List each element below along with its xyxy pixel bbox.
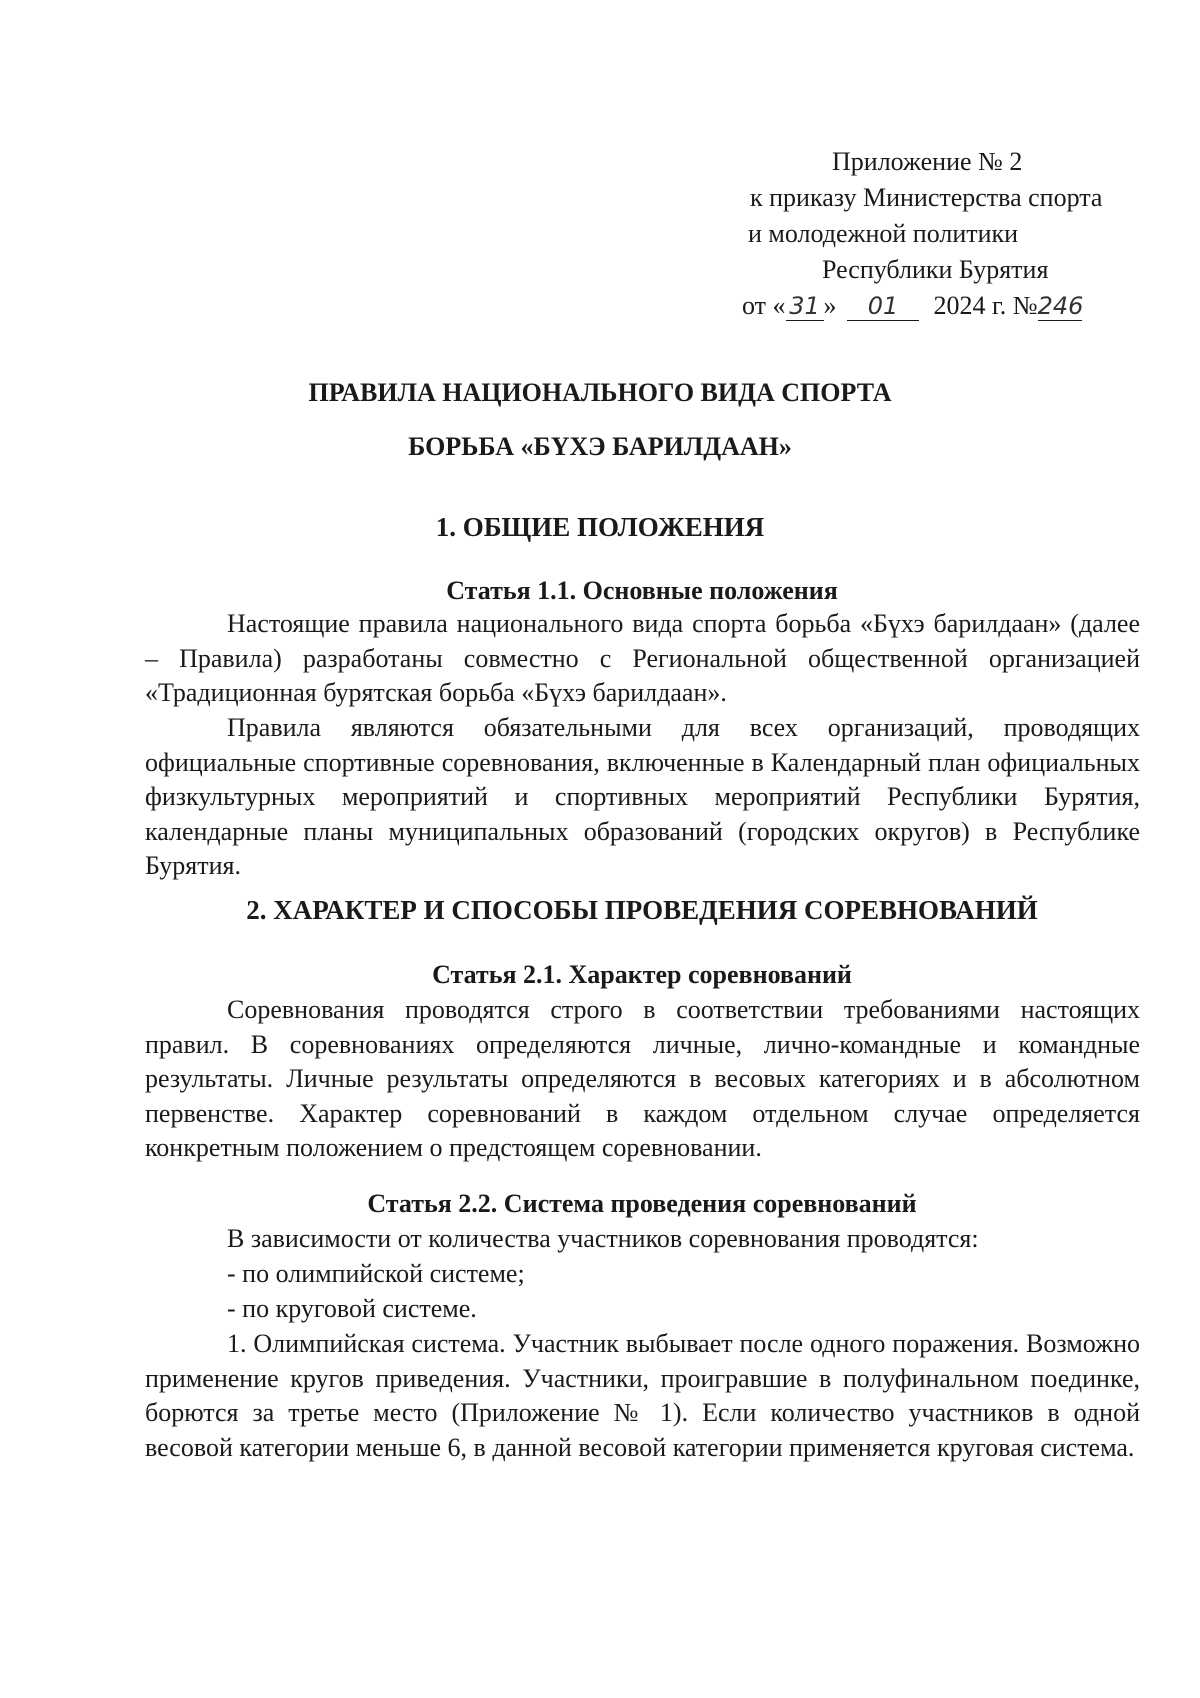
article-1-1-paragraph-1: Настоящие правила национального вида спорта борьба «Бүхэ барилдаан» (далее – Правила) разработаны совместно с Региональной общественной организацией «Традиционная бурятская борьба «Бүхэ барилдаан». bbox=[145, 609, 1140, 707]
article-2-2-item-1: - по олимпийской системе; bbox=[227, 1259, 525, 1288]
date-year: 2024 г. № bbox=[933, 291, 1038, 320]
appendix-number: Приложение № 2 bbox=[832, 147, 1023, 176]
appendix-date-line bbox=[700, 288, 1160, 324]
article-1-1-heading: Статья 1.1. Основные положения bbox=[446, 576, 838, 605]
date-day-close: » bbox=[823, 291, 837, 320]
date-month: 01 bbox=[847, 292, 919, 321]
date-day: 31 bbox=[786, 292, 824, 321]
article-2-1-paragraph-1: Соревнования проводятся строго в соответствии требованиями настоящих правил. В соревнованиях определяются личные, лично-командные и командные результаты. Личные результаты определяются в весовых категориях и в абсолютном первенстве. Характер соревнований в каждом отдельном случае определяется конкретным положением о предстоящем соревновании. bbox=[145, 995, 1140, 1162]
article-2-1-heading: Статья 2.1. Характер соревнований bbox=[432, 960, 852, 989]
order-number: 246 bbox=[1037, 292, 1084, 320]
appendix-republic: Республики Бурятия bbox=[822, 255, 1049, 284]
section-1-heading: 1. ОБЩИЕ ПОЛОЖЕНИЯ bbox=[435, 512, 765, 542]
appendix-ministry: и молодежной политики bbox=[748, 219, 1019, 248]
article-1-1-paragraph-2: Правила являются обязательными для всех организаций, проводящих официальные спортивные соревнования, включенные в Календарный план официальных физкультурных мероприятий и спортивных мероприятий Республики Бурятия, календарные планы муниципальных образований (городских округов) в Республике Бурятия. bbox=[145, 713, 1140, 880]
document-title-line2: БОРЬБА «БҮХЭ БАРИЛДААН» bbox=[408, 432, 792, 461]
article-2-2-item-2: - по круговой системе. bbox=[227, 1294, 477, 1323]
article-2-2-paragraph-1: 1. Олимпийская система. Участник выбывает после одного поражения. Возможно применение кругов приведения. Участники, проигравшие в полуфинальном поединке, борются за третье место (Приложение № 1). Если количество участников в одной весовой категории меньше 6, в данной весовой категории применяется круговая система. bbox=[145, 1329, 1140, 1462]
article-2-2-intro: В зависимости от количества участников соревнования проводятся: bbox=[227, 1224, 979, 1253]
date-prefix: от « bbox=[742, 291, 786, 320]
appendix-order-ref: к приказу Министерства спорта bbox=[750, 183, 1103, 212]
appendix-header bbox=[700, 144, 1160, 324]
document-title-line1: ПРАВИЛА НАЦИОНАЛЬНОГО ВИДА СПОРТА bbox=[308, 378, 892, 407]
section-2-heading: 2. ХАРАКТЕР И СПОСОБЫ ПРОВЕДЕНИЯ СОРЕВНОВАНИЙ bbox=[246, 895, 1038, 925]
article-2-2-heading: Статья 2.2. Система проведения соревнований bbox=[367, 1189, 917, 1218]
